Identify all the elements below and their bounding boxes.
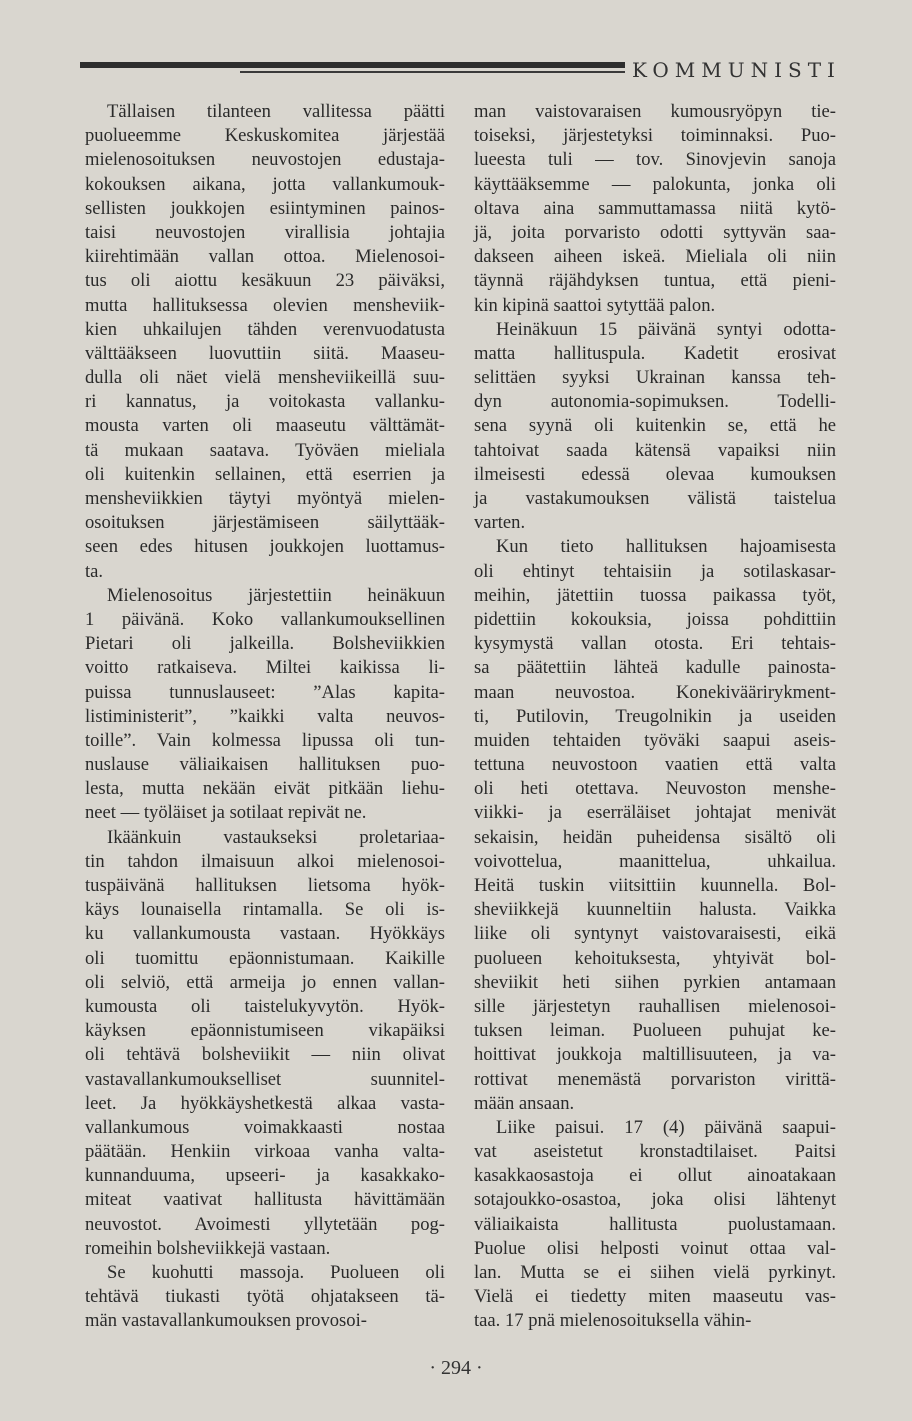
- text-line: Pietari oli jalkeilla. Bolsheviikkien: [85, 633, 445, 655]
- text-line: toiseksi, järjestetyksi toiminnaksi. Puo-: [474, 125, 836, 147]
- text-line: oli heti otettava. Neuvoston menshe-: [474, 778, 836, 800]
- text-line: oltava aina sammuttamassa niitä kytö-: [474, 197, 836, 219]
- text-line: välttääkseen luovuttiin siitä. Maaseu-: [85, 342, 445, 364]
- text-line: puolueemme Keskuskomitea järjestää: [85, 125, 445, 147]
- left-text-column: [85, 100, 445, 1334]
- text-line: taa. 17 pnä mielenosoituksella vähin-: [474, 1310, 752, 1332]
- text-line: oli selviö, että armeija jo ennen vallan-: [85, 971, 445, 993]
- right-text-column: [474, 100, 836, 1334]
- text-line: voivottelua, maanittelua, uhkailua.: [474, 850, 836, 872]
- text-line: Mielenosoitus järjestettiin heinäkuun: [107, 584, 445, 606]
- text-line: mielenosoituksen neuvostojen edustaja-: [85, 149, 445, 171]
- text-line: Liike paisui. 17 (4) päivänä saapui-: [496, 1116, 836, 1138]
- text-line: listiministerit”, ”kaikki valta neuvos-: [85, 705, 445, 727]
- text-line: vastavallankumoukselliset suunnitel-: [85, 1068, 445, 1090]
- text-line: käyttääksemme — palokunta, jonka oli: [474, 173, 836, 195]
- header-rule-thin: [240, 71, 625, 73]
- text-line: sille järjestetyn rauhallisen mielenosoi-: [474, 995, 836, 1017]
- text-line: sa päätettiin lähteä kadulle painosta-: [474, 657, 836, 679]
- text-line: sena syynä oli kuitenkin se, että he: [474, 415, 836, 437]
- text-line: kunnanduuma, upseeri- ja kasakkako-: [85, 1165, 445, 1187]
- text-line: Puolue olisi helposti voinut ottaa val-: [474, 1237, 836, 1259]
- text-line: ja vastakumouksen välistä taistelua: [474, 488, 836, 509]
- text-line: muiden tehtaiden työväki saapui aseis-: [474, 729, 836, 751]
- text-line: käyksen epäonnistumiseen vikapäiksi: [85, 1020, 445, 1042]
- text-line: tettuna neuvostoon vaatien että valta: [474, 754, 836, 776]
- page-number: · 294 ·: [429, 1357, 483, 1379]
- text-line: ku vallankumousta vastaan. Hyökkäys: [85, 923, 445, 945]
- text-line: neuvostot. Avoimesti yllytetään pog-: [85, 1213, 445, 1235]
- text-line: Vielä ei tiedetty miten maaseutu vas-: [474, 1286, 836, 1308]
- text-line: tuksen leiman. Puolueen puhujat ke-: [474, 1020, 836, 1042]
- text-line: tä mukaan saatava. Työväen mieliala: [85, 439, 445, 461]
- text-line: mensheviikkien täytyi myöntyä mielen-: [85, 488, 445, 509]
- text-line: sotajoukko-osastoa, joka olisi lähtenyt: [474, 1189, 836, 1211]
- text-line: tahtoivat saada kätensä vapaiksi niin: [474, 439, 836, 461]
- text-line: lueesta tuli — tov. Sinovjevin sanoja: [474, 149, 836, 171]
- text-line: tus oli aiottu kesäkuun 23 päiväksi,: [85, 270, 445, 292]
- text-line: oli ehtinyt tehtaisiin ja sotilaskasar-: [474, 560, 836, 582]
- text-line: miteat vaativat hallitusta hävittämään: [85, 1189, 445, 1211]
- text-line: dyn autonomia-sopimuksen. Todelli-: [474, 391, 836, 413]
- text-line: Heitä tuskin viitsittiin kuunnella. Bol-: [474, 875, 836, 896]
- text-line: vat aseistetut kronstadtilaiset. Paitsi: [474, 1141, 836, 1163]
- text-line: sekaisin, heidän puheidensa sisältö oli: [474, 826, 836, 848]
- text-line: toille”. Vain kolmessa lipussa oli tun-: [85, 729, 445, 751]
- text-line: mään ansaan.: [474, 1092, 575, 1114]
- text-line: ti, Putilovin, Treugolnikin ja useiden: [474, 705, 836, 727]
- text-line: ri kannatus, ja voitokasta vallanku-: [85, 391, 445, 413]
- text-line: päätään. Henkiin virkoaa vanha valta-: [85, 1141, 445, 1163]
- text-line: osoituksen järjestämiseen säilyttääk-: [85, 512, 445, 534]
- text-line: neet — työläiset ja sotilaat repivät ne.: [85, 802, 367, 824]
- text-line: kysymystä vallan otosta. Eri tehtais-: [474, 633, 836, 655]
- text-line: oli kuitenkin sellainen, että eserrien ja: [85, 463, 445, 485]
- text-line: puissa tunnuslauseet: ”Alas kapita-: [85, 681, 445, 703]
- header-rule: [80, 58, 625, 76]
- text-line: oli tehtävä bolsheviikit — niin olivat: [85, 1044, 445, 1066]
- text-line: oli tuomittu epäonnistumaan. Kaikille: [85, 947, 445, 969]
- text-line: rottivat menemästä porvariston virittä-: [474, 1068, 836, 1090]
- text-line: leet. Ja hyökkäyshetkestä alkaa vasta-: [85, 1092, 445, 1114]
- text-line: lan. Mutta se ei siihen vielä pyrkinyt.: [474, 1262, 836, 1283]
- text-line: Kun tieto hallituksen hajoamisesta: [496, 536, 836, 558]
- text-line: Ikäänkuin vastaukseksi proletariaa-: [107, 826, 445, 848]
- text-line: väliaikaista hallitusta puolustamaan.: [474, 1213, 836, 1235]
- text-line: vallankumous voimakkaasti nostaa: [85, 1116, 445, 1138]
- text-line: kin kipinä saattoi sytyttää palon.: [474, 294, 716, 316]
- text-line: tehtävä tiukasti työtä ohjatakseen tä-: [85, 1286, 445, 1308]
- text-line: viikki- ja eserräläiset johtajat menivät: [474, 802, 836, 824]
- text-line: pidettiin kokouksia, joissa pohdittiin: [474, 608, 836, 630]
- text-line: kumousta oli taistelukyvytön. Hyök-: [85, 995, 445, 1017]
- text-line: taisi neuvostojen virallisia johtajia: [85, 221, 445, 243]
- text-line: mousta varten oli maaseutu välttämät-: [85, 415, 445, 437]
- text-line: kien uhkailujen tähden verenvuodatusta: [85, 318, 445, 340]
- text-line: voitto ratkaiseva. Miltei kaikissa li-: [85, 657, 445, 679]
- text-line: kasakkaosastoja ei ollut ainoatakaan: [474, 1165, 836, 1187]
- text-line: romeihin bolsheviikkejä vastaan.: [85, 1237, 331, 1259]
- text-line: ta.: [85, 560, 104, 582]
- text-line: män vastavallankumouksen provosoi-: [85, 1310, 367, 1332]
- text-line: mutta hallituksessa olevien mensheviik-: [85, 294, 445, 316]
- text-line: liike oli syntynyt vaistovaraisesti, eikä: [474, 923, 836, 945]
- header-rule-thick: [80, 62, 625, 68]
- text-line: matta hallituspula. Kadetit erosivat: [474, 342, 836, 364]
- text-line: meihin, jätettiin tuossa paikassa työt,: [474, 584, 836, 606]
- text-line: seen edes hitusen joukkojen luottamus-: [85, 536, 445, 558]
- text-line: sellisten joukkojen esiintyminen painos-: [85, 197, 445, 219]
- text-line: hoittivat joukkoja maltillisuuteen, ja va-: [474, 1044, 836, 1066]
- running-header-title: KOMMUNISTI: [632, 58, 841, 82]
- text-line: Tällaisen tilanteen vallitessa päätti: [107, 101, 445, 122]
- text-line: kiirehtimään vallan ottoa. Mielenosoi-: [85, 246, 445, 268]
- text-line: varten.: [474, 512, 526, 534]
- text-line: tuspäivänä hallituksen lietsoma hyök-: [85, 875, 445, 896]
- text-line: tin tahdon ilmaisuun alkoi mielenosoi-: [85, 850, 445, 872]
- text-line: nuslause väliaikaisen hallituksen puo-: [85, 754, 445, 776]
- text-line: ilmeisesti edessä olevaa kumouksen: [474, 463, 836, 485]
- text-line: Se kuohutti massoja. Puolueen oli: [107, 1262, 445, 1283]
- text-line: jä, joita porvaristo odotti syttyvän saa-: [474, 221, 836, 243]
- text-line: man vaistovaraisen kumousryöpyn tie-: [474, 101, 836, 122]
- text-line: käys lounaisella rintamalla. Se oli is-: [85, 899, 445, 921]
- text-line: sheviikkejä kuunneltiin halusta. Vaikka: [474, 899, 836, 921]
- text-line: maan neuvostoa. Konekiväärirykment-: [474, 681, 836, 703]
- text-line: dulla oli näet vielä mensheviikeillä suu-: [85, 367, 445, 389]
- text-line: puolueen kehoituksesta, yhtyivät bol-: [474, 947, 836, 969]
- text-line: 1 päivänä. Koko vallankumouksellinen: [85, 608, 445, 630]
- text-line: dakseen aiheen iskeä. Mieliala oli niin: [474, 246, 836, 268]
- text-line: täynnä räjähdyksen tuntua, että pieni-: [474, 270, 836, 292]
- text-line: lesta, mutta nekään eivät pitkään liehu-: [85, 778, 445, 800]
- text-line: Heinäkuun 15 päivänä syntyi odotta-: [496, 318, 836, 340]
- text-line: sheviikit heti siihen pyrkien antamaan: [474, 971, 836, 993]
- text-line: selittäen syyksi Ukrainan kanssa teh-: [474, 367, 836, 389]
- text-line: kokouksen aikana, jotta vallankumouk-: [85, 173, 445, 195]
